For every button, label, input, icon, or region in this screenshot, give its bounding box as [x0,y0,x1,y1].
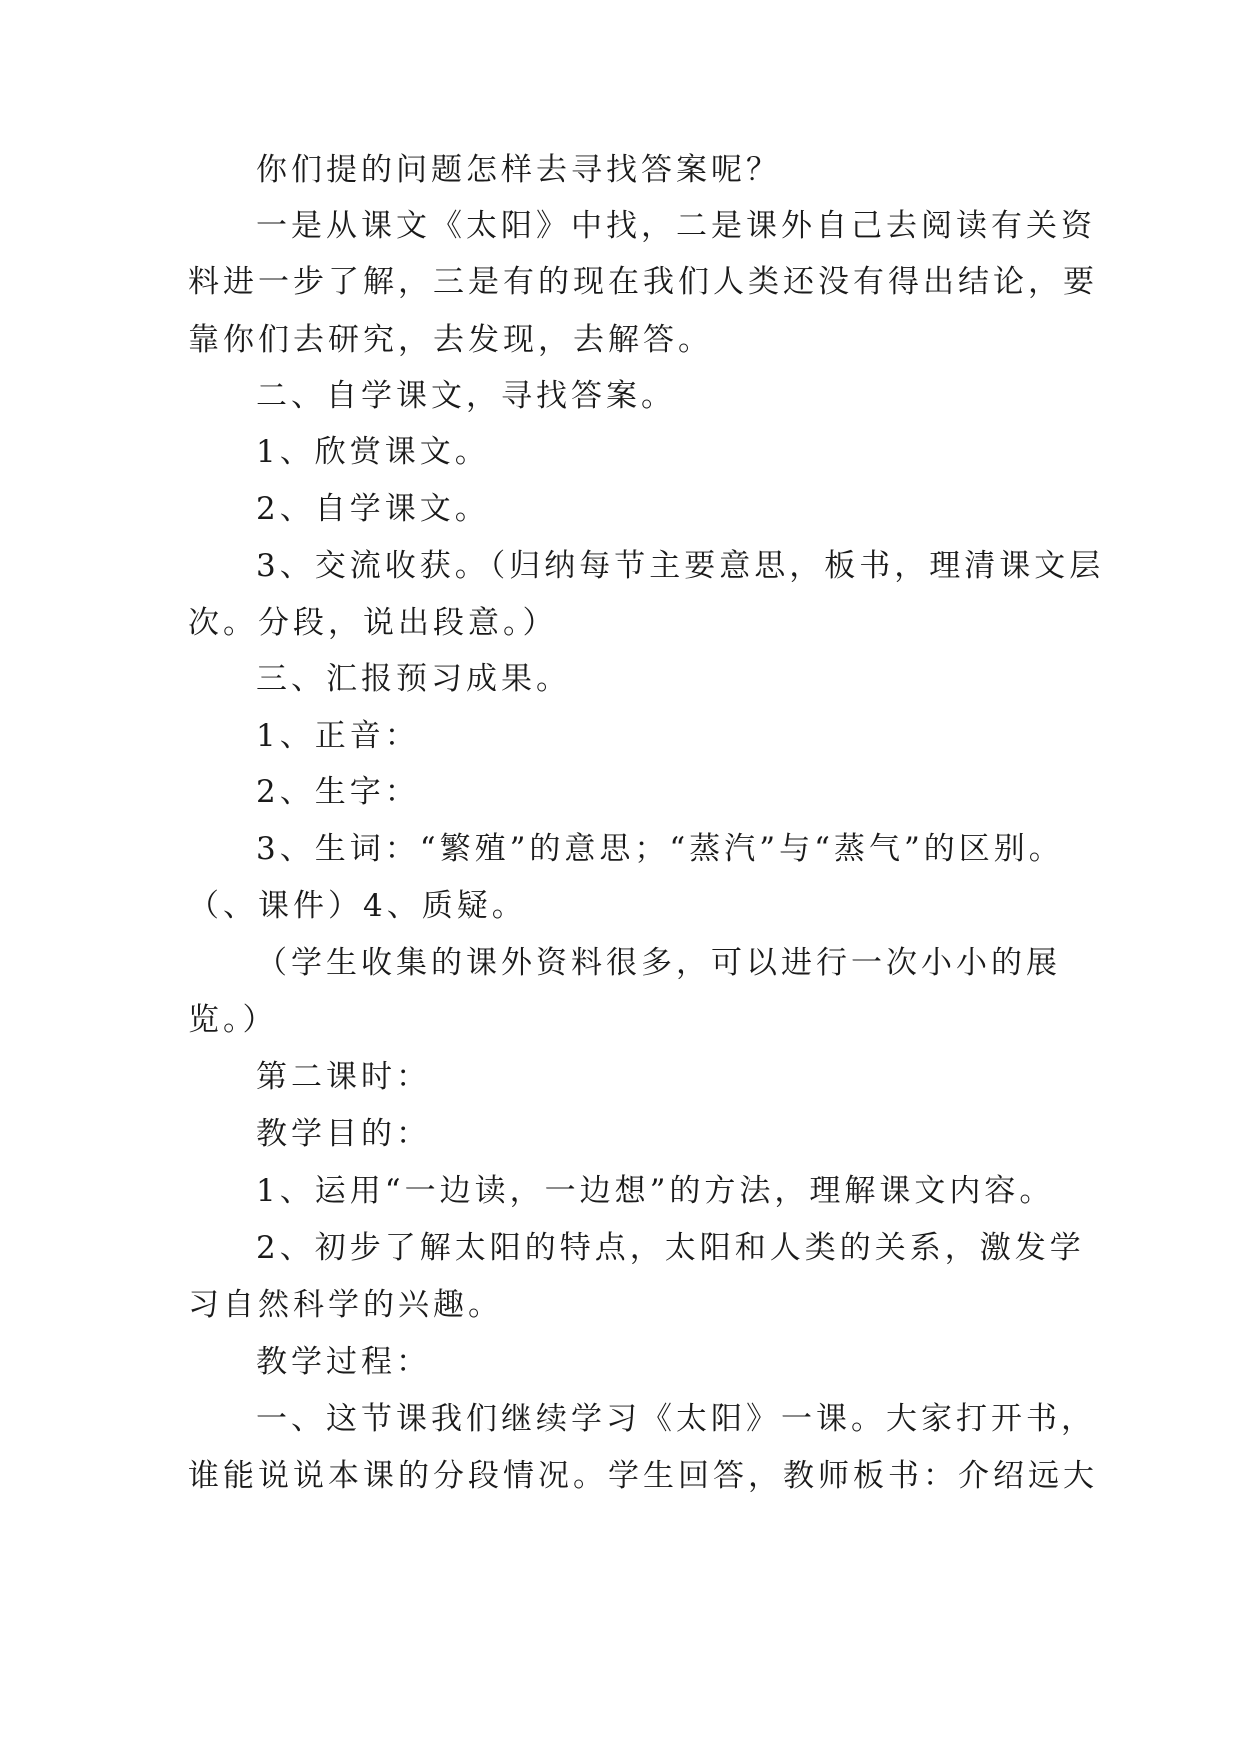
text-line: （学生收集的课外资料很多，可以进行一次小小的展 [256,945,1061,981]
text-line: 谁能说说本课的分段情况。学生回答，教师板书：介绍远大 [188,1458,1098,1494]
text-line: 靠你们去研究，去发现，去解答。 [188,322,713,358]
text-line: 3、交流收获。（归纳每节主要意思，板书，理清课文层 [256,548,1105,584]
text-line: （、课件）4、质疑。 [188,888,527,924]
section-heading: 教学过程： [256,1344,431,1380]
section-heading: 教学目的： [256,1116,431,1152]
text-line: 习自然科学的兴趣。 [188,1287,503,1323]
text-line: 2、生字： [256,774,420,810]
text-line: 3、生词：“繁殖”的意思；“蒸汽”与“蒸气”的区别。 [256,831,1064,867]
text-line: 1、运用“一边读，一边想”的方法，理解课文内容。 [256,1173,1055,1209]
text-line: 览。） [188,1002,278,1038]
text-line: 一、这节课我们继续学习《太阳》一课。大家打开书， [256,1401,1096,1437]
section-heading: 二、自学课文，寻找答案。 [256,378,676,414]
section-heading: 第二课时： [256,1059,431,1095]
text-line: 你们提的问题怎样去寻找答案呢？ [256,152,781,188]
text-line: 次。分段，说出段意。） [188,605,558,641]
text-line: 2、初步了解太阳的特点，太阳和人类的关系，激发学 [256,1230,1085,1266]
text-line: 1、欣赏课文。 [256,434,490,470]
text-line: 料进一步了解，三是有的现在我们人类还没有得出结论，要 [188,264,1098,300]
text-line: 一是从课文《太阳》中找，二是课外自己去阅读有关资 [256,208,1096,244]
section-heading: 三、汇报预习成果。 [256,661,571,697]
text-line: 2、自学课文。 [256,491,490,527]
text-line: 1、正音： [256,718,420,754]
